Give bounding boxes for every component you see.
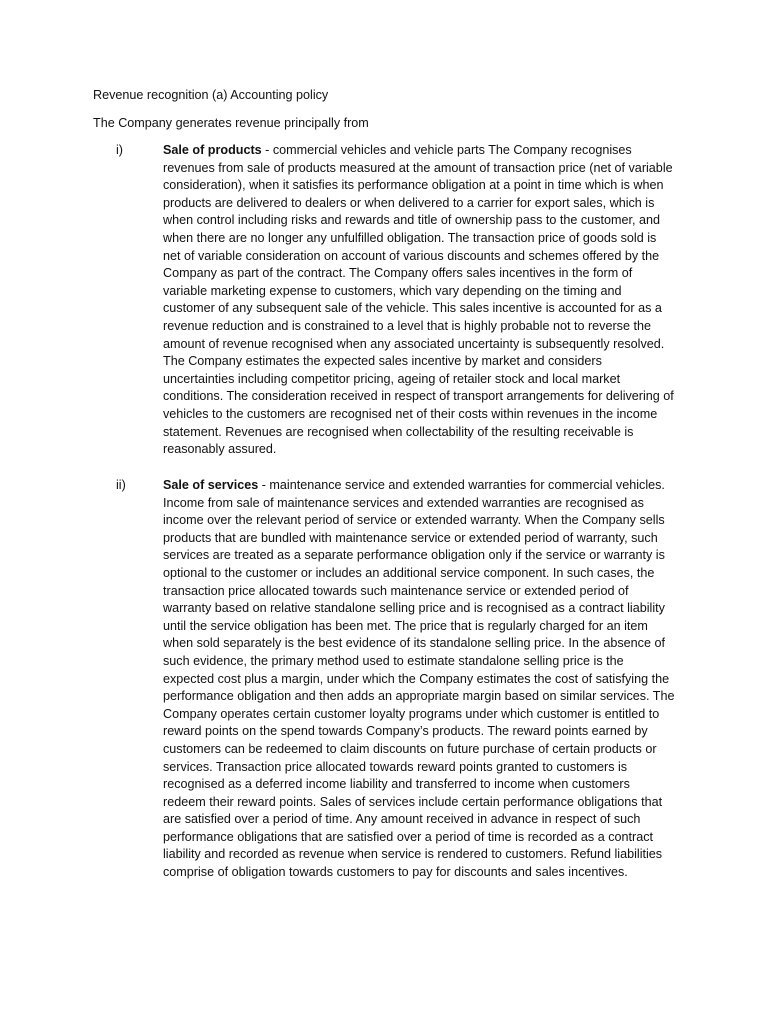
item-separator: - [261,143,273,157]
item-separator: - [258,478,270,492]
item-body: maintenance service and extended warranties for commercial vehicles. Income from sale of maintenance services and extended warranties are recognised as income over the relevant period of service or extended warranty. When the Company sells products that are bundled with maintenance service or extended period of warranty, such services are treated as a separate performance obligation only if the service or warranty is optional to the customer or includes an additional service component. In such cases, the transaction price allocated towards such maintenance service or extended period of warranty based on relative standalone selling price and is recognised as a contract liability until the service obligation has been met. The price that is regularly charged for an item when sold separately is the best evidence of its standalone selling price. In the absence of such evidence, the primary method used to estimate standalone selling price is the expected cost plus a margin, under which the Company estimates the cost of satisfying the performance obligation and then adds an appropriate margin based on similar services. The Company operates certain customer loyalty programs under which customer is entitled to reward points on the spend towards Company’s products. The reward points earned by customers can be redeemed to claim discounts on future purchase of certain products or services. Transaction price allocated towards reward points granted to customers is recognised as a deferred income liability and transferred to income when customers redeem their reward points. Sales of services include certain performance obligations that are satisfied over a period of time. Any amount received in advance in respect of such performance obligations that are satisfied over a period of time is recorded as a contract liability and recorded as revenue when service is rendered to customers. Refund liabilities comprise of obligation towards customers to pay for discounts and sales incentives. [163,478,675,880]
item-title: Sale of services [163,478,259,492]
item-body: commercial vehicles and vehicle parts The Company recognises revenues from sale of products measured at the amount of transaction price (net of variable consideration), when it satisfies its performance obligation at a point in time which is when products are delivered to dealers or when delivered to a carrier for export sales, which is when control including risks and rewards and title of ownership pass to the customer, and when there are no longer any unfulfilled obligation. The transaction price of goods sold is net of variable consideration on account of various discounts and schemes offered by the Company as part of the contract. The Company offers sales incentives in the form of variable marketing expense to customers, which vary depending on the timing and customer of any subsequent sale of the vehicle. This sales incentive is accounted for as a revenue reduction and is constrained to a level that is highly probable not to reverse the amount of revenue recognised when any associated uncertainty is subsequently resolved. The Company estimates the expected sales incentive by market and considers uncertainties including competitor pricing, ageing of retailer stock and local market conditions. The consideration received in respect of transport arrangements for delivering of vehicles to the customers are recognised net of their costs within revenues in the income statement. Revenues are recognised when collectability of the resulting receivable is reasonably assured. [163,143,674,457]
document-heading: Revenue recognition (a) Accounting policy [93,88,329,102]
list-marker: ii) [116,478,126,492]
list-item-text [163,477,675,882]
intro-paragraph: The Company generates revenue principally from [93,116,369,130]
list-marker: i) [116,143,123,157]
item-title: Sale of products [163,143,262,157]
list-item-text [163,142,675,459]
